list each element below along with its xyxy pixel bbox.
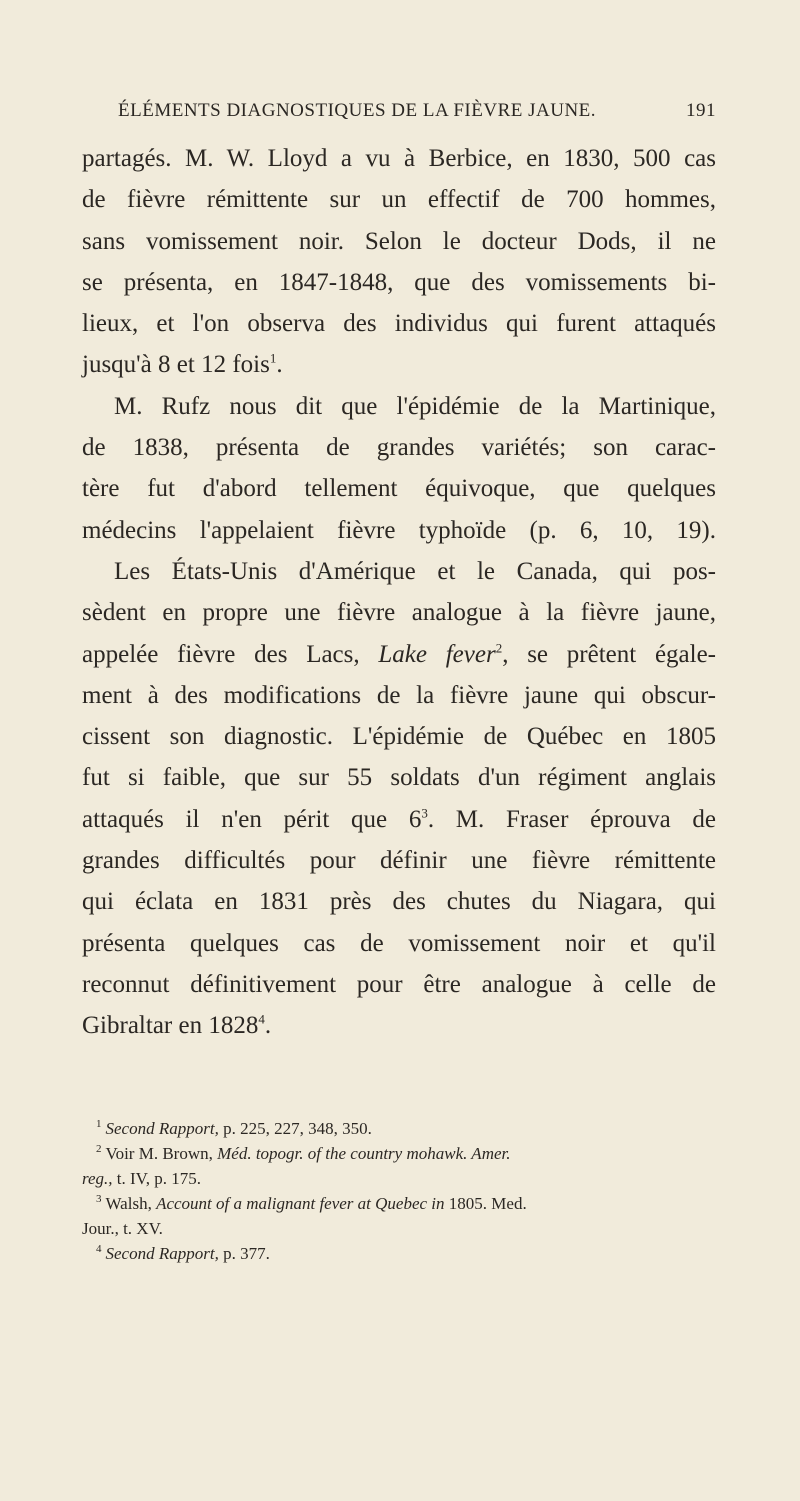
footnote-continuation	[82, 1216, 716, 1241]
footnote-italic: Account of a malignant fever at Quebec in	[156, 1194, 445, 1213]
paragraph-1	[82, 138, 716, 386]
footnote-text: 1805. Med.	[444, 1194, 527, 1213]
text-line	[82, 634, 716, 675]
footnote-italic: Second Rapport,	[105, 1244, 219, 1263]
footnote-number: 3	[96, 1193, 102, 1206]
footnote-ref: 4	[258, 1011, 265, 1027]
footnote-text: t. IV, p. 175.	[112, 1169, 202, 1188]
italic-term: Lake fever	[378, 640, 496, 668]
text-segment: Gibraltar en 1828	[82, 1012, 259, 1040]
footnote-text: Jour., t. XV.	[82, 1219, 163, 1238]
text-line: reconnut définitivement pour être analogue à celle de	[82, 970, 716, 998]
text-segment: attaqués il n'en périt que 6	[82, 805, 422, 833]
footnote-text: p. 377.	[218, 1244, 270, 1263]
text-segment: appelée fièvre des Lacs,	[82, 640, 379, 668]
text-line: sèdent en propre une fièvre analogue à la fièvre jaune,	[82, 599, 716, 627]
text-line	[82, 799, 716, 840]
text-line: lieux, et l'on observa des individus qui furent attaqués	[82, 310, 716, 338]
footnote	[82, 1141, 716, 1166]
footnotes	[82, 1116, 716, 1266]
footnote-continuation	[82, 1166, 716, 1191]
paragraph-3	[82, 551, 716, 1047]
text-line: grandes difficultés pour définir une fièvre rémittente	[82, 847, 716, 875]
running-header	[118, 100, 716, 122]
running-title: ÉLÉMENTS DIAGNOSTIQUES DE LA FIÈVRE JAUNE.	[118, 100, 597, 121]
text-line: sans vomissement noir. Selon le docteur Dods, il ne	[82, 227, 716, 255]
footnote-italic: Méd. topogr. of the country mohawk. Amer.	[217, 1144, 511, 1163]
page-number: 191	[686, 100, 716, 121]
text-line: de 1838, présenta de grandes variétés; son carac-	[82, 434, 716, 462]
text-line: de fièvre rémittente sur un effectif de 700 hommes,	[82, 186, 716, 214]
text-segment: .	[264, 1012, 272, 1040]
text-line: partagés. M. W. Lloyd a vu à Berbice, en 1830, 500 cas	[82, 145, 716, 172]
text-line: qui éclata en 1831 près des chutes du Niagara, qui	[82, 888, 716, 916]
footnote-italic: reg.,	[82, 1169, 113, 1188]
text-segment: . M. Fraser éprouva de	[427, 805, 716, 833]
text-line: cissent son diagnostic. L'épidémie de Québec en 1805	[82, 723, 716, 751]
footnote-ref: 1	[269, 351, 277, 367]
footnote-ref: 2	[495, 640, 503, 656]
footnote-number: 2	[96, 1143, 102, 1156]
text-line	[82, 344, 716, 385]
text-line: Les États-Unis d'Amérique et le Canada, qui pos-	[114, 557, 716, 585]
footnote-ref: 3	[421, 805, 428, 821]
footnote	[82, 1191, 716, 1216]
text-segment: , se prêtent égale-	[502, 640, 716, 668]
body-text	[82, 138, 716, 1047]
footnote-text: Voir M. Brown,	[105, 1144, 218, 1163]
footnote	[82, 1116, 716, 1141]
text-segment: .	[276, 351, 283, 379]
footnote-number: 4	[96, 1243, 102, 1256]
text-line: médecins l'appelaient fièvre typhoïde (p. 6, 10, 19).	[82, 516, 716, 544]
text-line: présenta quelques cas de vomissement noir et qu'il	[82, 929, 716, 957]
footnote-number: 1	[96, 1118, 102, 1131]
text-line: ment à des modifications de la fièvre jaune qui obscur-	[82, 681, 716, 709]
footnote-text: Walsh,	[105, 1194, 157, 1213]
text-line: fut si faible, que sur 55 soldats d'un régiment anglais	[82, 764, 716, 792]
footnote	[82, 1241, 716, 1266]
footnote-text: p. 225, 227, 348, 350.	[218, 1119, 372, 1138]
paragraph-2	[82, 386, 716, 551]
footnote-italic: Second Rapport,	[105, 1119, 219, 1138]
text-line: M. Rufz nous dit que l'épidémie de la Martinique,	[114, 392, 716, 420]
text-line: tère fut d'abord tellement équivoque, que quelques	[82, 475, 716, 503]
text-segment: jusqu'à 8 et 12 fois	[82, 351, 270, 379]
text-line: se présenta, en 1847-1848, que des vomissements bi-	[82, 268, 716, 296]
text-line	[82, 1005, 716, 1046]
